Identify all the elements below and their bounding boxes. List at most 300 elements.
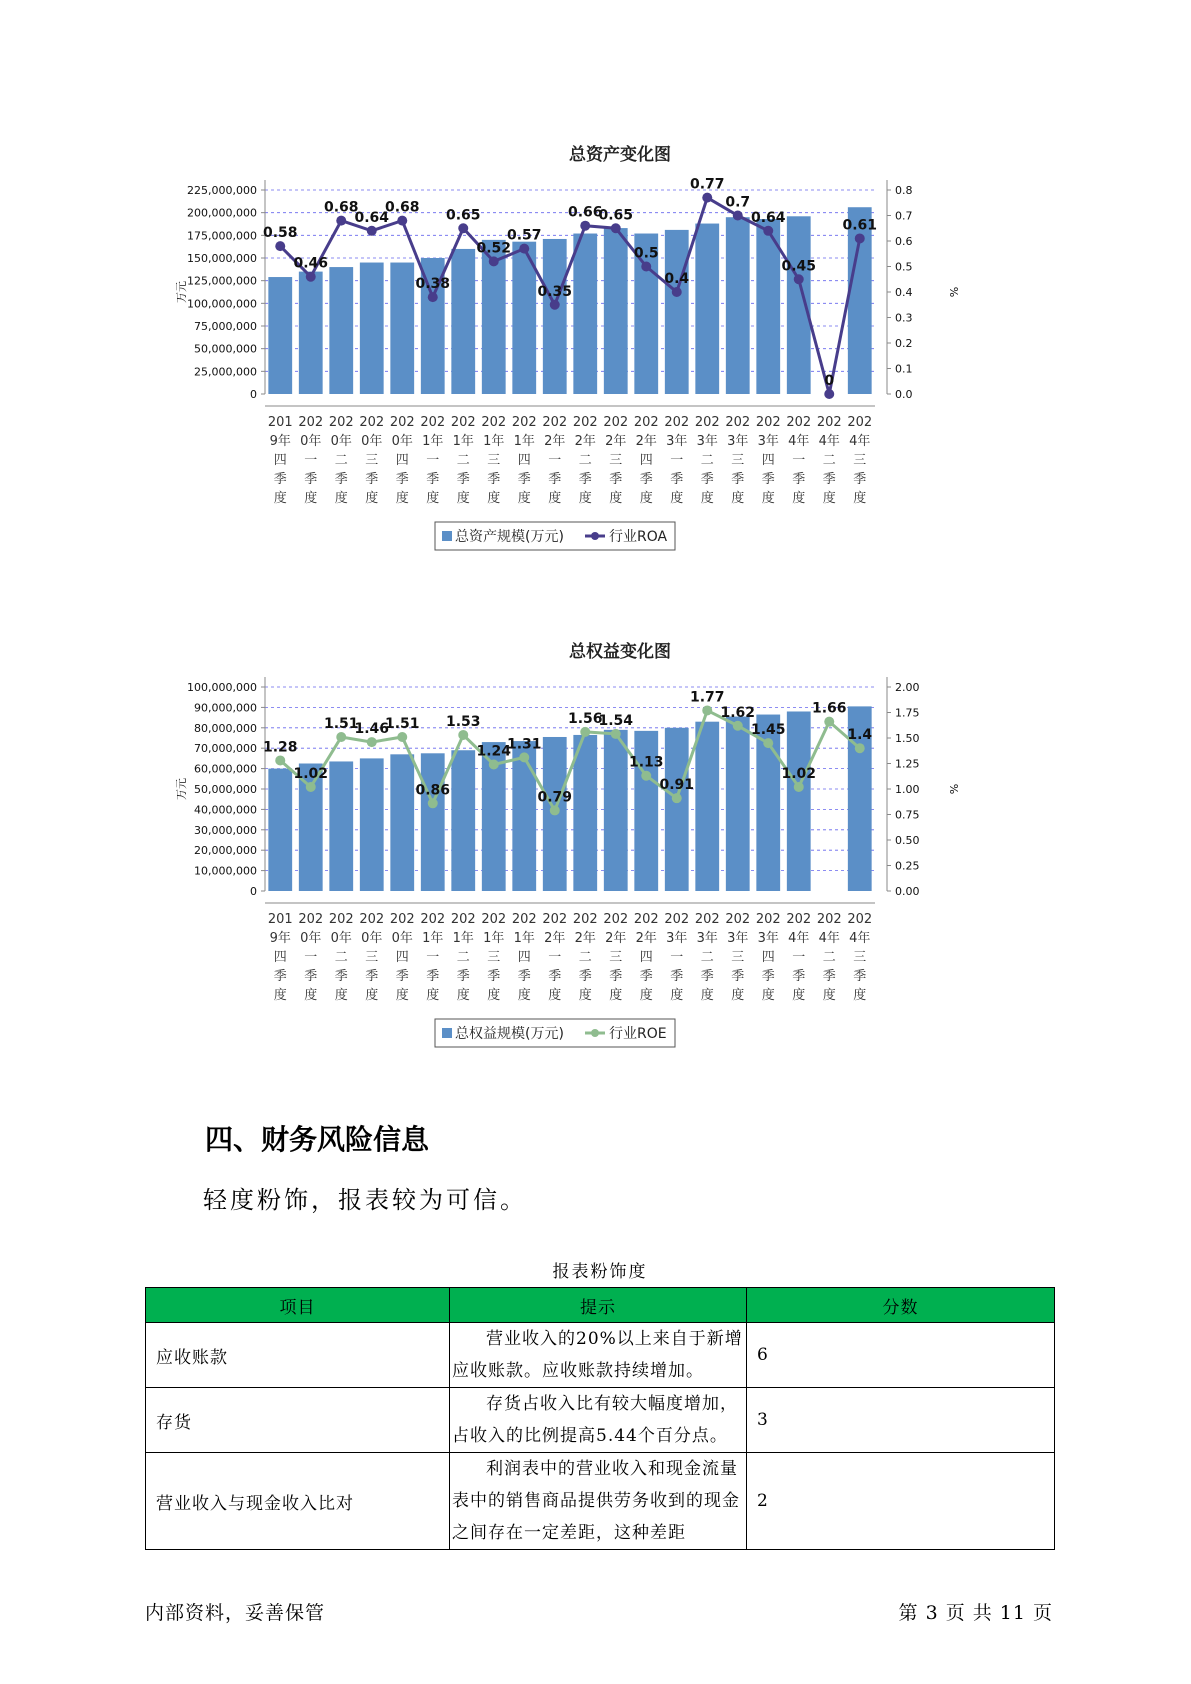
data-label: 0.91	[659, 777, 695, 794]
x-tick-label: 三	[853, 950, 867, 965]
x-tick-label: 202	[725, 912, 751, 927]
x-tick-label: 度	[731, 491, 745, 506]
x-tick-label: 度	[639, 491, 653, 506]
x-tick-label: 度	[761, 988, 775, 1003]
bar	[512, 741, 536, 891]
x-tick-label: 季	[334, 472, 348, 487]
line-point	[794, 274, 804, 284]
x-tick-label: 度	[548, 491, 562, 506]
x-tick-label: 度	[548, 988, 562, 1003]
x-tick-label: 202	[786, 415, 812, 430]
x-tick-label: 季	[578, 969, 592, 984]
line-point	[641, 771, 651, 781]
x-tick-label: 四	[639, 453, 653, 468]
x-tick-label: 度	[487, 988, 501, 1003]
x-tick-label: 季	[670, 969, 684, 984]
y-left-tick-label: 100,000,000	[187, 681, 257, 694]
x-tick-label: 4年	[818, 931, 840, 946]
x-tick-label: 度	[639, 988, 653, 1003]
data-label: 0	[824, 373, 835, 389]
y-right-tick-label: 0.3	[895, 311, 913, 325]
x-tick-label: 202	[633, 415, 659, 430]
line-point	[489, 256, 499, 266]
x-tick-label: 3年	[696, 931, 718, 946]
x-tick-label: 二	[578, 453, 592, 468]
y-left-tick-label: 70,000,000	[194, 742, 257, 756]
x-tick-label: 二	[578, 950, 592, 965]
total-equity-chart-svg	[160, 637, 1030, 1057]
x-tick-label: 三	[365, 453, 379, 468]
y-right-tick-label: 1.00	[895, 783, 920, 796]
bar	[604, 730, 628, 891]
x-tick-label: 度	[792, 491, 806, 506]
line-point	[397, 732, 407, 742]
line-point	[733, 211, 743, 221]
row-hint: 利润表中的营业收入和现金流量表中的销售商品提供劳务收到的现金之间存在一定差距，这种差距	[450, 1453, 747, 1550]
x-tick-label: 季	[731, 969, 745, 984]
row-score: 6	[747, 1323, 1055, 1388]
line-point	[550, 300, 560, 310]
data-label: 0.66	[567, 204, 603, 221]
line-point	[580, 727, 590, 737]
total-assets-chart-svg	[160, 140, 1030, 560]
x-tick-label: 3年	[757, 931, 779, 946]
bar	[451, 750, 475, 891]
table-caption: 报表粉饰度	[552, 1262, 648, 1282]
x-tick-label: 三	[609, 950, 623, 965]
total-assets-chart	[160, 140, 1030, 560]
x-tick-label: 季	[426, 472, 440, 487]
x-tick-label: 季	[822, 472, 836, 487]
line-point	[428, 798, 438, 808]
x-tick-label: 度	[426, 988, 440, 1003]
line-point	[855, 743, 865, 753]
data-label: 1.53	[445, 713, 481, 730]
chart-title: 总资产变化图	[569, 145, 671, 165]
x-tick-label: 202	[298, 415, 324, 430]
x-tick-label: 季	[395, 472, 409, 487]
y-left-tick-label: 75,000,000	[194, 320, 257, 333]
x-tick-label: 0年	[391, 931, 413, 946]
data-label: 0.65	[598, 207, 634, 224]
header-score: 分数	[747, 1288, 1055, 1323]
x-tick-label: 度	[731, 988, 745, 1003]
line-point	[611, 223, 621, 233]
x-tick-label: 2年	[605, 931, 627, 946]
x-tick-label: 季	[822, 969, 836, 984]
x-tick-label: 度	[456, 988, 470, 1003]
x-tick-label: 度	[273, 988, 287, 1003]
y-left-tick-label: 0	[250, 885, 257, 898]
data-label: 1.45	[750, 722, 786, 739]
x-tick-label: 201	[267, 912, 293, 927]
y-left-tick-label: 10,000,000	[194, 864, 257, 878]
y-right-tick-label: 0.75	[895, 808, 920, 822]
bar	[299, 272, 323, 394]
x-tick-label: 202	[816, 415, 842, 430]
x-tick-label: 季	[456, 472, 470, 487]
x-tick-label: 二	[334, 950, 348, 965]
y-right-tick-label: 0.6	[895, 235, 913, 248]
x-tick-label: 度	[670, 988, 684, 1003]
x-tick-label: 0年	[300, 931, 322, 946]
y-left-tick-label: 60,000,000	[194, 762, 257, 776]
x-tick-label: 四	[273, 950, 287, 965]
x-tick-label: 1年	[422, 434, 444, 449]
data-label: 0.45	[781, 258, 817, 275]
line-point	[275, 755, 285, 765]
y-left-tick-label: 20,000,000	[194, 844, 257, 858]
x-tick-label: 季	[548, 969, 562, 984]
x-tick-label: 二	[334, 453, 348, 468]
data-label: 0.64	[354, 209, 390, 226]
data-label: 0.35	[537, 283, 573, 300]
y-right-tick-label: 0.4	[895, 286, 913, 299]
x-tick-label: 季	[609, 969, 623, 984]
y-right-tick-label: 0.7	[895, 209, 913, 223]
data-label: 1.28	[262, 739, 298, 756]
x-tick-label: 三	[487, 453, 501, 468]
x-tick-label: 2年	[544, 434, 566, 449]
x-tick-label: 度	[334, 988, 348, 1003]
line-point	[397, 216, 407, 226]
x-tick-label: 度	[273, 491, 287, 506]
x-tick-label: 0年	[330, 931, 352, 946]
line-point	[824, 717, 834, 727]
x-tick-label: 四	[395, 453, 409, 468]
x-tick-label: 1年	[422, 931, 444, 946]
y-right-tick-label: 1.25	[895, 757, 920, 771]
line-point	[763, 226, 773, 236]
x-tick-label: 202	[572, 415, 598, 430]
data-label: 1.02	[293, 765, 329, 782]
x-tick-label: 度	[578, 988, 592, 1003]
x-tick-label: 202	[481, 912, 507, 927]
row-score: 3	[747, 1388, 1055, 1453]
bar	[360, 758, 384, 891]
data-label: 0.38	[415, 276, 451, 293]
y-right-tick-label: 0.1	[895, 362, 913, 376]
row-hint: 营业收入的20%以上来自于新增应收账款。应收账款持续增加。	[450, 1323, 747, 1388]
data-label: 0.68	[384, 199, 420, 216]
x-tick-label: 季	[700, 472, 714, 487]
data-label: 1.62	[720, 704, 756, 721]
x-tick-label: 度	[334, 491, 348, 506]
line-point	[458, 730, 468, 740]
legend-line-label: 行业ROA	[609, 529, 668, 545]
y-right-axis-label: %	[947, 783, 960, 795]
y-left-tick-label: 80,000,000	[194, 721, 257, 735]
x-tick-label: 四	[273, 453, 287, 468]
data-label: 0.5	[633, 245, 659, 262]
bar	[543, 239, 567, 394]
x-tick-label: 202	[633, 912, 659, 927]
x-tick-label: 度	[792, 988, 806, 1003]
x-tick-label: 季	[792, 969, 806, 984]
x-tick-label: 度	[609, 988, 623, 1003]
data-label: 1.13	[628, 754, 664, 771]
data-label: 0.4	[664, 271, 690, 287]
x-tick-label: 度	[822, 988, 836, 1003]
x-tick-label: 度	[456, 491, 470, 506]
x-tick-label: 3年	[757, 434, 779, 449]
x-tick-label: 三	[731, 453, 745, 468]
x-tick-label: 202	[511, 912, 537, 927]
x-tick-label: 度	[609, 491, 623, 506]
row-score: 2	[747, 1453, 1055, 1550]
data-label: 0.7	[725, 194, 751, 211]
data-label: 0.65	[445, 207, 481, 224]
header-hint: 提示	[450, 1288, 747, 1323]
data-label: 0.46	[293, 255, 329, 272]
x-tick-label: 一	[548, 453, 562, 468]
x-tick-label: 一	[426, 453, 440, 468]
x-tick-label: 二	[456, 950, 470, 965]
x-tick-label: 202	[328, 912, 354, 927]
bar	[451, 249, 475, 394]
data-label: 1.66	[811, 700, 847, 717]
x-tick-label: 202	[511, 415, 537, 430]
line-point	[672, 793, 682, 803]
x-tick-label: 202	[664, 415, 690, 430]
x-tick-label: 季	[365, 472, 379, 487]
y-left-tick-label: 30,000,000	[194, 823, 257, 837]
row-item: 应收账款	[146, 1323, 450, 1388]
x-tick-label: 4年	[849, 434, 871, 449]
x-tick-label: 0年	[330, 434, 352, 449]
y-right-tick-label: 1.75	[895, 706, 920, 720]
line-point	[672, 287, 682, 297]
x-tick-label: 季	[517, 472, 531, 487]
x-tick-label: 4年	[849, 931, 871, 946]
x-tick-label: 1年	[483, 434, 505, 449]
x-tick-label: 3年	[727, 434, 749, 449]
x-tick-label: 度	[365, 988, 379, 1003]
risk-table	[145, 1287, 1055, 1550]
x-tick-label: 度	[395, 988, 409, 1003]
x-tick-label: 202	[694, 912, 720, 927]
legend-bar-label: 总资产规模(万元)	[455, 529, 564, 545]
x-tick-label: 季	[304, 472, 318, 487]
bar	[268, 769, 292, 891]
y-right-tick-label: 0.2	[895, 337, 913, 350]
data-label: 1.4	[847, 727, 873, 744]
x-tick-label: 202	[298, 912, 324, 927]
bar	[329, 267, 353, 394]
x-tick-label: 季	[273, 969, 287, 984]
bar	[421, 753, 445, 891]
page-number: 第 3 页 共 11 页	[898, 1602, 1053, 1624]
line-point	[641, 262, 651, 272]
x-tick-label: 四	[395, 950, 409, 965]
bar	[573, 735, 597, 891]
y-left-tick-label: 90,000,000	[194, 701, 257, 715]
section-heading: 四、财务风险信息	[205, 1123, 430, 1156]
line-point	[428, 292, 438, 302]
bar	[573, 234, 597, 394]
x-tick-label: 度	[304, 491, 318, 506]
line-point	[458, 223, 468, 233]
y-left-tick-label: 50,000,000	[194, 783, 257, 796]
x-tick-label: 202	[389, 415, 415, 430]
x-tick-label: 季	[487, 472, 501, 487]
x-tick-label: 季	[761, 472, 775, 487]
x-tick-label: 度	[304, 988, 318, 1003]
bar	[787, 711, 811, 891]
y-left-tick-label: 125,000,000	[187, 274, 257, 288]
x-tick-label: 202	[603, 415, 629, 430]
data-label: 1.54	[598, 712, 634, 729]
legend-line-marker	[591, 532, 599, 540]
data-label: 1.56	[567, 710, 603, 727]
x-tick-label: 202	[542, 415, 568, 430]
x-tick-label: 202	[694, 415, 720, 430]
x-tick-label: 四	[761, 950, 775, 965]
line-point	[489, 760, 499, 770]
x-tick-label: 季	[853, 472, 867, 487]
x-tick-label: 0年	[361, 931, 383, 946]
x-tick-label: 202	[816, 912, 842, 927]
x-tick-label: 度	[822, 491, 836, 506]
line-point	[611, 729, 621, 739]
x-tick-label: 4年	[788, 434, 810, 449]
x-tick-label: 度	[853, 491, 867, 506]
x-tick-label: 二	[700, 950, 714, 965]
x-tick-label: 季	[761, 969, 775, 984]
x-tick-label: 1年	[452, 931, 474, 946]
y-right-tick-label: 1.50	[895, 732, 920, 745]
x-tick-label: 度	[761, 491, 775, 506]
x-tick-label: 度	[426, 491, 440, 506]
legend-bar-swatch	[442, 1028, 452, 1038]
table-row	[146, 1323, 1055, 1388]
x-tick-label: 季	[700, 969, 714, 984]
bar	[329, 761, 353, 891]
table-row	[146, 1453, 1055, 1550]
y-right-tick-label: 0.8	[895, 184, 913, 197]
x-tick-label: 202	[847, 912, 873, 927]
x-tick-label: 202	[725, 415, 751, 430]
x-tick-label: 季	[792, 472, 806, 487]
line-point	[733, 721, 743, 731]
x-tick-label: 202	[755, 912, 781, 927]
line-point	[519, 244, 529, 254]
data-label: 0.79	[537, 789, 573, 806]
bar	[665, 728, 689, 891]
y-left-tick-label: 175,000,000	[187, 229, 257, 243]
x-tick-label: 202	[542, 912, 568, 927]
data-label: 1.31	[506, 736, 542, 753]
x-tick-label: 度	[487, 491, 501, 506]
line-point	[306, 782, 316, 792]
line-point	[336, 732, 346, 742]
data-label: 0.77	[689, 176, 725, 193]
x-tick-label: 季	[365, 969, 379, 984]
table-row	[146, 1388, 1055, 1453]
x-tick-label: 季	[395, 969, 409, 984]
x-tick-label: 3年	[666, 931, 688, 946]
x-tick-label: 三	[731, 950, 745, 965]
x-tick-label: 度	[578, 491, 592, 506]
footer-note: 内部资料，妥善保管	[145, 1602, 326, 1624]
line-point	[702, 193, 712, 203]
y-left-axis-label: 万元	[175, 778, 188, 800]
bar	[695, 722, 719, 891]
line-point	[855, 233, 865, 243]
x-tick-label: 四	[639, 950, 653, 965]
y-left-axis-label: 万元	[175, 281, 188, 303]
x-tick-label: 一	[670, 453, 684, 468]
y-left-tick-label: 25,000,000	[194, 365, 257, 379]
x-tick-label: 202	[755, 415, 781, 430]
x-tick-label: 202	[481, 415, 507, 430]
x-tick-label: 季	[639, 472, 653, 487]
row-hint: 存货占收入比有较大幅度增加，占收入的比例提高5.44个百分点。	[450, 1388, 747, 1453]
total-equity-chart	[160, 637, 1030, 1057]
y-right-tick-label: 0.0	[895, 388, 913, 401]
x-tick-label: 季	[334, 969, 348, 984]
header-item: 项目	[146, 1288, 450, 1323]
x-tick-label: 季	[578, 472, 592, 487]
line-point	[824, 389, 834, 399]
x-tick-label: 季	[670, 472, 684, 487]
line-point	[336, 216, 346, 226]
x-tick-label: 202	[359, 912, 385, 927]
x-tick-label: 四	[517, 453, 531, 468]
data-label: 0.68	[323, 199, 359, 216]
x-tick-label: 3年	[727, 931, 749, 946]
bar	[726, 717, 750, 891]
x-tick-label: 季	[273, 472, 287, 487]
y-left-tick-label: 50,000,000	[194, 342, 257, 356]
x-tick-label: 度	[395, 491, 409, 506]
x-tick-label: 202	[786, 912, 812, 927]
y-right-tick-label: 2.00	[895, 681, 920, 694]
table-header-row	[146, 1288, 1055, 1323]
y-left-tick-label: 200,000,000	[187, 206, 257, 220]
x-tick-label: 一	[304, 453, 318, 468]
y-right-tick-label: 0.5	[895, 260, 913, 274]
line-point	[275, 241, 285, 251]
line-point	[580, 221, 590, 231]
x-tick-label: 202	[328, 415, 354, 430]
x-tick-label: 季	[548, 472, 562, 487]
x-tick-label: 3年	[666, 434, 688, 449]
data-label: 1.77	[689, 689, 725, 706]
y-left-tick-label: 0	[250, 388, 257, 401]
x-tick-label: 2年	[635, 434, 657, 449]
x-tick-label: 一	[426, 950, 440, 965]
x-tick-label: 202	[389, 912, 415, 927]
x-tick-label: 度	[517, 988, 531, 1003]
bar	[360, 263, 384, 394]
x-tick-label: 1年	[513, 434, 535, 449]
line-point	[763, 738, 773, 748]
data-label: 1.02	[781, 765, 817, 782]
y-right-axis-label: %	[947, 286, 960, 298]
data-label: 0.52	[476, 240, 512, 257]
legend-line-label: 行业ROE	[609, 1026, 667, 1042]
bar	[390, 754, 414, 891]
x-tick-label: 三	[609, 453, 623, 468]
x-tick-label: 202	[359, 415, 385, 430]
bar	[604, 228, 628, 394]
x-tick-label: 度	[700, 491, 714, 506]
data-label: 1.46	[354, 721, 390, 738]
line-point	[702, 705, 712, 715]
x-tick-label: 三	[853, 453, 867, 468]
data-label: 1.51	[384, 715, 420, 732]
